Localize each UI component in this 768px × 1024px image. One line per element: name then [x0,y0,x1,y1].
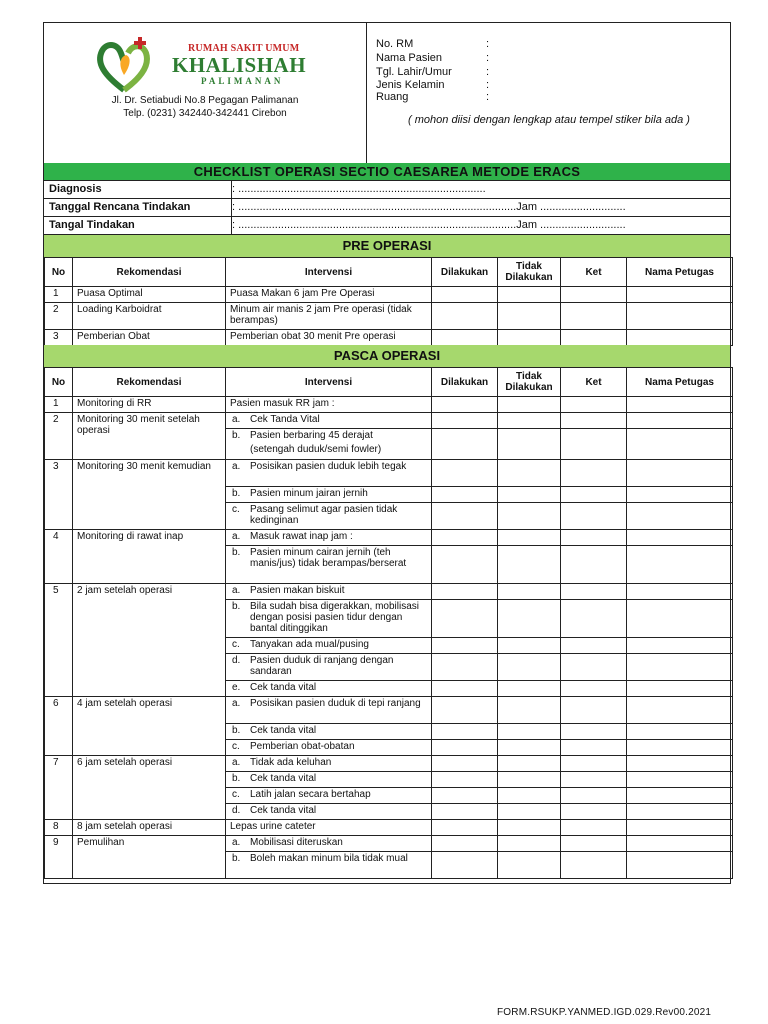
petugas-cell[interactable] [627,600,733,638]
row-rekomendasi: 8 jam setelah operasi [73,820,226,836]
pre-operasi-header: PRE OPERASI [44,235,730,258]
tidak-dilakukan-cell[interactable] [498,772,561,788]
tidak-dilakukan-cell[interactable] [498,740,561,756]
item-text: Tidak ada keluhan [250,757,332,768]
row-intervensi [226,638,432,654]
hospital-name: KHALISHAH [172,53,307,77]
tidak-dilakukan-cell[interactable] [498,503,561,530]
tidak-dilakukan-cell[interactable] [498,584,561,600]
ket-cell[interactable] [561,287,627,303]
patient-field-label: No. RM [376,38,414,50]
row-rekomendasi: Pemberian Obat [73,330,226,346]
ket-cell[interactable] [561,303,627,330]
row-intervensi [226,546,432,584]
item-key: d. [232,805,241,816]
table-row [45,287,733,303]
ket-cell[interactable] [561,852,627,879]
petugas-cell[interactable] [627,724,733,740]
item-text: Latih jalan secara bertahap [250,789,371,800]
dilakukan-cell[interactable] [432,546,498,584]
row-rekomendasi: 2 jam setelah operasi [73,584,226,697]
item-key: b. [232,773,241,784]
dilakukan-cell[interactable] [432,772,498,788]
ket-cell[interactable] [561,697,627,724]
tidak-dilakukan-cell[interactable] [498,681,561,697]
hospital-phone: Telp. (0231) 342440-342441 Cirebon [123,108,287,119]
col-rekomendasi: Rekomendasi [73,258,226,287]
item-key: b. [232,853,241,864]
tidak-dilakukan-cell[interactable] [498,638,561,654]
row-no: 1 [45,397,73,413]
item-text: Mobilisasi diteruskan [250,837,343,848]
item-key: b. [232,601,241,612]
ket-cell[interactable] [561,772,627,788]
ket-cell[interactable] [561,654,627,681]
row-rekomendasi: Monitoring 30 menit kemudian [73,460,226,530]
row-intervensi [226,429,432,460]
tindakan-field[interactable]: : ...........................................................................................Jam ............................ [231,217,692,234]
patient-field-label: Jenis Kelamin [376,79,445,91]
row-no: 5 [45,584,73,697]
dilakukan-cell[interactable] [432,460,498,487]
col-no: No [45,368,73,397]
row-rekomendasi: Monitoring 30 menit setelah operasi [73,413,226,460]
dilakukan-cell[interactable] [432,530,498,546]
patient-field-label: Tgl. Lahir/Umur [376,66,452,78]
col-tidak-line1: Tidak [516,261,542,272]
row-no: 4 [45,530,73,584]
row-intervensi [226,654,432,681]
row-intervensi [226,836,432,852]
ket-cell[interactable] [561,788,627,804]
table-row [45,756,733,772]
row-rekomendasi: Pemulihan [73,836,226,879]
petugas-cell[interactable] [627,852,733,879]
item-text: Pemberian obat-obatan [250,741,355,752]
table-row [45,530,733,546]
row-intervensi [226,740,432,756]
row-intervensi: Puasa Makan 6 jam Pre Operasi [226,287,432,303]
ket-cell[interactable] [561,546,627,584]
hospital-location: PALIMANAN [201,76,284,86]
tidak-dilakukan-cell[interactable] [498,756,561,772]
item-key: a. [232,414,241,425]
row-rekomendasi: Monitoring di rawat inap [73,530,226,584]
ket-cell[interactable] [561,397,627,413]
hospital-logo-icon [94,35,154,95]
diagnosis-label: Diagnosis [49,183,102,195]
tidak-dilakukan-cell[interactable] [498,487,561,503]
dilakukan-cell[interactable] [432,429,498,460]
petugas-cell[interactable] [627,460,733,487]
item-text: Posisikan pasien duduk di tepi ranjang [250,698,421,709]
diagnosis-field[interactable]: : ................................................................................. [231,181,692,198]
item-text: Pasien minum jairan jernih [250,488,368,499]
row-intervensi [226,413,432,429]
item-text: Pasien duduk di ranjang dengan sandaran [250,655,394,677]
row-no: 2 [45,413,73,460]
pasca-operasi-header: PASCA OPERASI [44,345,730,368]
col-tidak-dilakukan [498,368,561,397]
form-title: CHECKLIST OPERASI SECTIO CAESAREA METODE ERACS [44,163,730,181]
ket-cell[interactable] [561,836,627,852]
dilakukan-cell[interactable] [432,852,498,879]
ket-cell[interactable] [561,681,627,697]
col-tidak-line2: Dilakukan [505,382,553,393]
dilakukan-cell[interactable] [432,584,498,600]
petugas-cell[interactable] [627,788,733,804]
row-no: 2 [45,303,73,330]
item-key: c. [232,789,240,800]
dilakukan-cell[interactable] [432,724,498,740]
hospital-address: Jl. Dr. Setiabudi No.8 Pegagan Palimanan [111,95,299,106]
item-text-line1: Pasien berbaring 45 derajat [250,430,373,441]
tidak-dilakukan-cell[interactable] [498,724,561,740]
hospital-type: RUMAH SAKIT UMUM [188,43,300,54]
item-text [250,430,381,458]
col-intervensi: Intervensi [226,368,432,397]
item-key: c. [232,504,240,515]
tidak-dilakukan-cell[interactable] [498,530,561,546]
row-intervensi: Minum air manis 2 jam Pre operasi (tidak berampas) [226,303,432,330]
row-no: 1 [45,287,73,303]
item-key: a. [232,531,241,542]
petugas-cell[interactable] [627,804,733,820]
patient-field[interactable] [376,51,489,65]
col-tidak-dilakukan [498,258,561,287]
petugas-cell[interactable] [627,820,733,836]
tidak-dilakukan-cell[interactable] [498,413,561,429]
row-intervensi [226,530,432,546]
row-rekomendasi: 6 jam setelah operasi [73,756,226,820]
petugas-cell[interactable] [627,303,733,330]
item-text: Cek tanda vital [250,682,317,693]
tindakan-row [44,217,730,235]
form-frame [43,22,731,884]
item-text: Pasang selimut agar pasien tidak kedinginan [250,504,398,526]
dilakukan-cell[interactable] [432,697,498,724]
petugas-cell[interactable] [627,397,733,413]
ket-cell[interactable] [561,724,627,740]
row-intervensi [226,697,432,724]
row-no: 3 [45,460,73,530]
item-text: Pasien minum cairan jernih (teh manis/jus) tidak berampas/berserat [250,547,407,569]
dilakukan-cell[interactable] [432,303,498,330]
patient-field-label: Ruang [376,91,409,103]
row-no: 7 [45,756,73,820]
dilakukan-cell[interactable] [432,836,498,852]
patient-field-colon: : [486,79,490,91]
ket-cell[interactable] [561,487,627,503]
patient-field-colon: : [486,52,490,64]
tidak-dilakukan-cell[interactable] [498,546,561,584]
tidak-dilakukan-cell[interactable] [498,852,561,879]
dilakukan-cell[interactable] [432,287,498,303]
col-nama-petugas: Nama Petugas [627,368,733,397]
patient-field[interactable] [376,65,489,79]
item-text: Masuk rawat inap jam : [250,531,353,542]
item-text: Boleh makan minum bila tidak mual [250,853,408,864]
table-row [45,836,733,852]
petugas-cell[interactable] [627,330,733,346]
table-row [45,820,733,836]
ket-cell[interactable] [561,330,627,346]
petugas-cell[interactable] [627,756,733,772]
rencana-label: Tanggal Rencana Tindakan [49,201,191,213]
rencana-field[interactable]: : ...........................................................................................Jam ............................ [231,199,692,216]
item-key: a. [232,461,241,472]
table-row [45,697,733,724]
table-row [45,460,733,487]
ket-cell[interactable] [561,740,627,756]
tidak-dilakukan-cell[interactable] [498,836,561,852]
row-no: 3 [45,330,73,346]
item-key: d. [232,655,241,666]
tidak-dilakukan-cell[interactable] [498,287,561,303]
col-tidak-line1: Tidak [516,371,542,382]
col-no: No [45,258,73,287]
item-text: Cek tanda vital [250,773,317,784]
dilakukan-cell[interactable] [432,487,498,503]
item-text: Bila sudah bisa digerakkan, mobilisasi dengan posisi pasien tidur dengan bantal ditinggikan [250,601,419,634]
dilakukan-cell[interactable] [432,330,498,346]
petugas-cell[interactable] [627,487,733,503]
row-intervensi [226,788,432,804]
row-intervensi [226,487,432,503]
ket-cell[interactable] [561,460,627,487]
item-key: b. [232,488,241,499]
row-rekomendasi: 4 jam setelah operasi [73,697,226,756]
item-key: b. [232,547,241,558]
table-row [45,397,733,413]
ket-cell[interactable] [561,600,627,638]
petugas-cell[interactable] [627,697,733,724]
item-text: Cek tanda vital [250,725,317,736]
row-no: 8 [45,820,73,836]
item-text: Posisikan pasien duduk lebih tegak [250,461,407,472]
petugas-cell[interactable] [627,584,733,600]
petugas-cell[interactable] [627,836,733,852]
tidak-dilakukan-cell[interactable] [498,330,561,346]
row-intervensi: Pasien masuk RR jam : [226,397,432,413]
item-key: a. [232,837,241,848]
row-intervensi [226,772,432,788]
col-tidak-line2: Dilakukan [505,272,553,283]
form-code: FORM.RSUKP.YANMED.IGD.029.Rev00.2021 [497,1007,712,1018]
petugas-cell[interactable] [627,546,733,584]
ket-cell[interactable] [561,584,627,600]
row-intervensi [226,584,432,600]
pre-operasi-table [44,257,733,346]
row-intervensi [226,852,432,879]
tidak-dilakukan-cell[interactable] [498,460,561,487]
petugas-cell[interactable] [627,638,733,654]
row-intervensi [226,460,432,487]
row-intervensi [226,600,432,638]
tindakan-label: Tangal Tindakan [49,219,135,231]
table-header-row [45,368,733,397]
item-text: Tanyakan ada mual/pusing [250,639,369,650]
petugas-cell[interactable] [627,503,733,530]
dilakukan-cell[interactable] [432,638,498,654]
patient-field[interactable] [376,79,489,91]
petugas-cell[interactable] [627,287,733,303]
row-no: 9 [45,836,73,879]
item-key: a. [232,757,241,768]
rencana-row [44,199,730,217]
dilakukan-cell[interactable] [432,804,498,820]
table-header-row [45,258,733,287]
dilakukan-cell[interactable] [432,756,498,772]
tidak-dilakukan-cell[interactable] [498,600,561,638]
item-key: c. [232,639,240,650]
dilakukan-cell[interactable] [432,788,498,804]
item-key: a. [232,698,241,709]
form-header [44,23,730,164]
item-text: Pasien makan biskuit [250,585,345,596]
petugas-cell[interactable] [627,530,733,546]
row-rekomendasi: Puasa Optimal [73,287,226,303]
item-key: a. [232,585,241,596]
row-no: 6 [45,697,73,756]
row-intervensi [226,503,432,530]
patient-field-label: Nama Pasien [376,52,443,64]
tidak-dilakukan-cell[interactable] [498,303,561,330]
row-intervensi: Lepas urine cateter [226,820,432,836]
ket-cell[interactable] [561,413,627,429]
patient-identity [376,37,489,103]
col-dilakukan: Dilakukan [432,368,498,397]
tidak-dilakukan-cell[interactable] [498,820,561,836]
diagnosis-row [44,181,730,199]
petugas-cell[interactable] [627,772,733,788]
tidak-dilakukan-cell[interactable] [498,788,561,804]
item-text-line2: (setengah duduk/semi fowler) [250,444,382,455]
tidak-dilakukan-cell[interactable] [498,804,561,820]
dilakukan-cell[interactable] [432,654,498,681]
ket-cell[interactable] [561,756,627,772]
tidak-dilakukan-cell[interactable] [498,429,561,460]
dilakukan-cell[interactable] [432,397,498,413]
ket-cell[interactable] [561,429,627,460]
row-intervensi [226,756,432,772]
patient-field-colon: : [486,38,490,50]
petugas-cell[interactable] [627,413,733,429]
tidak-dilakukan-cell[interactable] [498,697,561,724]
row-rekomendasi: Monitoring di RR [73,397,226,413]
item-key: b. [232,430,241,441]
ket-cell[interactable] [561,638,627,654]
petugas-cell[interactable] [627,740,733,756]
petugas-cell[interactable] [627,654,733,681]
petugas-cell[interactable] [627,681,733,697]
item-text: Cek Tanda Vital [250,414,320,425]
dilakukan-cell[interactable] [432,820,498,836]
tidak-dilakukan-cell[interactable] [498,654,561,681]
table-row [45,303,733,330]
col-dilakukan: Dilakukan [432,258,498,287]
patient-field[interactable] [376,91,489,103]
ket-cell[interactable] [561,503,627,530]
col-nama-petugas: Nama Petugas [627,258,733,287]
tidak-dilakukan-cell[interactable] [498,397,561,413]
table-row [45,584,733,600]
hospital-identity [44,23,367,163]
item-text: Cek tanda vital [250,805,317,816]
item-key: c. [232,741,240,752]
dilakukan-cell[interactable] [432,740,498,756]
patient-note: ( mohon diisi dengan lengkap atau tempel stiker bila ada ) [408,114,690,126]
ket-cell[interactable] [561,820,627,836]
patient-field[interactable] [376,37,489,51]
dilakukan-cell[interactable] [432,681,498,697]
col-ket: Ket [561,368,627,397]
row-intervensi: Pemberian obat 30 menit Pre operasi [226,330,432,346]
row-rekomendasi: Loading Karboidrat [73,303,226,330]
ket-cell[interactable] [561,804,627,820]
ket-cell[interactable] [561,530,627,546]
table-row [45,413,733,429]
row-intervensi [226,804,432,820]
pasca-operasi-table [44,367,733,879]
row-intervensi [226,681,432,697]
col-ket: Ket [561,258,627,287]
patient-field-colon: : [486,91,490,103]
dilakukan-cell[interactable] [432,503,498,530]
item-key: b. [232,725,241,736]
row-intervensi [226,724,432,740]
patient-field-colon: : [486,66,490,78]
col-intervensi: Intervensi [226,258,432,287]
dilakukan-cell[interactable] [432,600,498,638]
dilakukan-cell[interactable] [432,413,498,429]
table-row [45,330,733,346]
petugas-cell[interactable] [627,429,733,460]
col-rekomendasi: Rekomendasi [73,368,226,397]
item-key: e. [232,682,241,693]
